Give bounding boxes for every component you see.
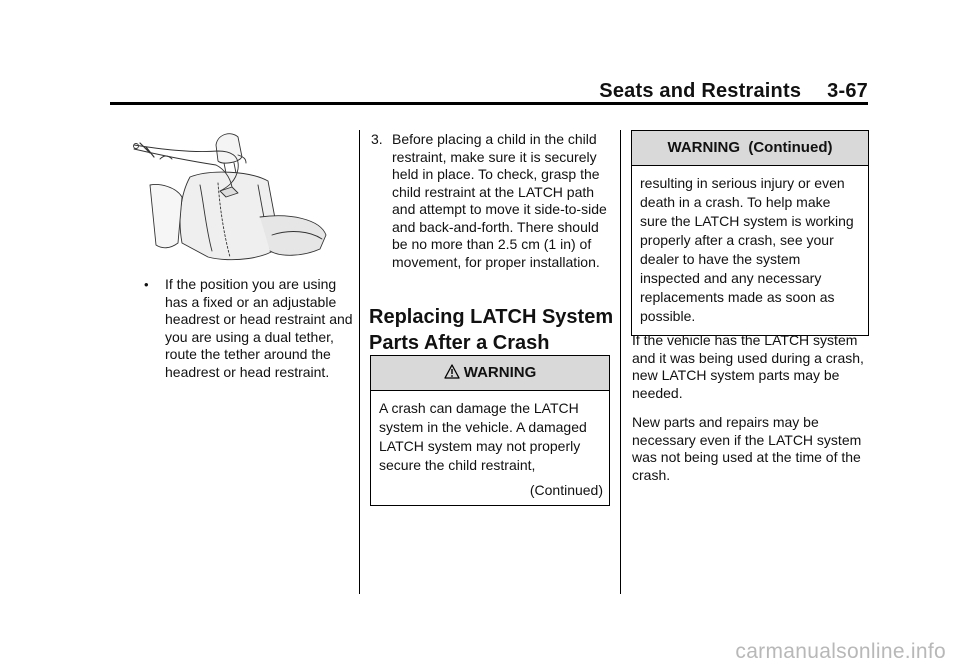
watermark: carmanualsonline.info <box>735 640 946 663</box>
page-header <box>599 80 868 103</box>
warning-continued-note: (Continued) <box>529 482 603 498</box>
section-title: Seats and Restraints <box>599 80 802 102</box>
bullet-dot: • <box>144 277 149 292</box>
section-heading: Replacing LATCH System Parts After a Crash <box>369 306 614 354</box>
warning-box <box>370 355 610 506</box>
warning-header <box>371 356 609 391</box>
paragraph-1: If the vehicle has the LATCH system and it was being used during a crash, new LATCH system parts may be needed. <box>632 332 864 401</box>
warning-continued-box <box>631 130 869 336</box>
header-rule <box>110 102 868 105</box>
column-divider-left <box>359 130 360 594</box>
step-text: Before placing a child in the child restraint, make sure it is securely held in place. To check, grasp the child restraint at the LATCH path and attempt to move it side-to-side and back-and-forth. There should be no more than 2.5 cm (1 in) of movement, for proper installation. <box>392 131 607 270</box>
warning-title: WARNING <box>463 364 537 381</box>
warning-continued-body: resulting in serious injury or even death in a crash. To help make sure the LATCH system is working properly after a crash, see your dealer to have the system inspected and any necessary replacements made as soon as possible. <box>640 175 854 324</box>
step-3 <box>371 131 611 271</box>
page-number: 3-67 <box>827 80 868 102</box>
warning-body: A crash can damage the LATCH system in the vehicle. A damaged LATCH system may not properly secure the child restraint, <box>379 400 587 473</box>
column-divider-right <box>620 130 621 594</box>
seat-tether-illustration <box>120 125 330 265</box>
warning-triangle-icon <box>444 364 460 379</box>
bullet-text: If the position you are using has a fixed or an adjustable headrest or head restraint and you are using a dual tether, route the tether around the headrest or head restraint. <box>165 276 353 380</box>
step-number: 3. <box>371 131 383 147</box>
paragraph-2: New parts and repairs may be necessary even if the LATCH system was not being used at the time of the crash. <box>632 414 862 483</box>
bullet-item <box>144 276 354 381</box>
warning-continued-header: WARNING (Continued) <box>632 131 868 166</box>
